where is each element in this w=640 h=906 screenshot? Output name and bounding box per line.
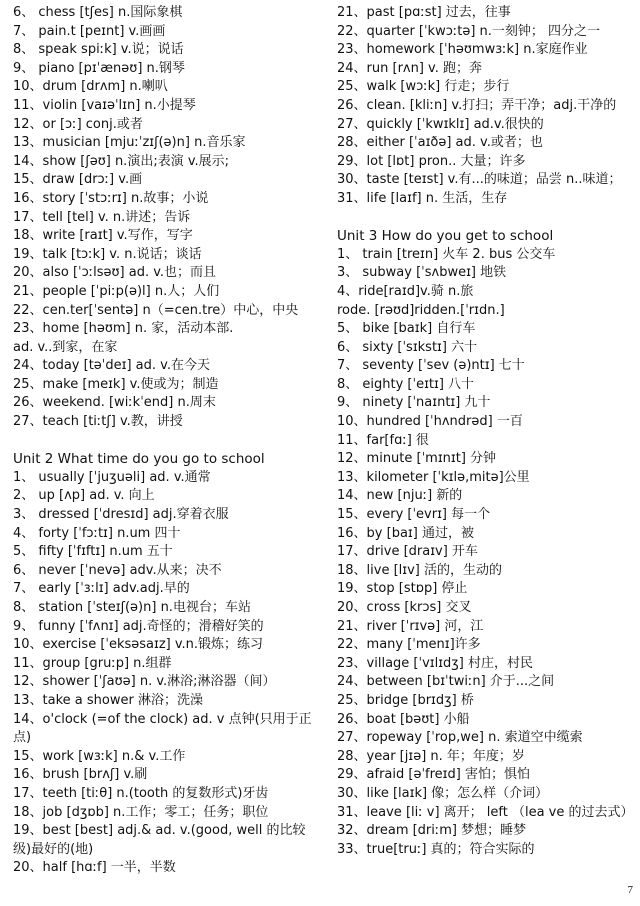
vocab-entry: 3、 subway [ˈsʌbweɪ] 地铁	[337, 265, 507, 281]
vocab-entry: 21、river [ˈrɪvə] 河，江	[337, 618, 484, 634]
vocab-entry: 12、or [ɔː] conj.或者	[13, 116, 143, 132]
vocab-entry: 级)最好的(地)	[13, 841, 94, 857]
vocab-entry: 25、make [meɪk] v.使或为；制造	[13, 376, 219, 392]
vocab-entry: 1、 usually [ˈjuʒuəli] ad. v.通常	[13, 469, 211, 485]
vocab-entry: 20、half [hɑːf] 一半，半数	[13, 860, 176, 876]
vocab-entry: 27、teach [tiːtʃ] v.教，讲授	[13, 414, 183, 430]
right-column	[337, 4, 633, 859]
vocab-entry: 32、dream [driːm] 梦想；睡梦	[337, 823, 527, 839]
vocab-entry: 10、drum [drʌm] n.喇叭	[13, 79, 168, 95]
vocab-entry: 23、homework [ˈhəʊmwɜːk] n.家庭作业	[337, 42, 588, 58]
vocab-entry: 11、group [gruːp] n.组群	[13, 655, 172, 671]
vocab-entry: 29、lot [lɒt] pron.. 大量；许多	[337, 153, 526, 169]
vocab-entry: 14、new [njuː] 新的	[337, 488, 463, 504]
vocab-entry: 5、 bike [baɪk] 自行车	[337, 321, 476, 337]
vocab-entry: 6、 chess [tʃes] n.国际象棋	[13, 5, 183, 20]
vocab-entry: 11、far[fɑː] 很	[337, 432, 429, 448]
vocab-entry: 19、best [best] adj.& ad. v.(good, well 的比较	[13, 823, 306, 839]
vocab-entry: rode. [rəʊd]ridden.[ˈrɪdn.]	[337, 302, 505, 318]
vocab-entry: 31、leave [liː v] 离开； left （lea ve 的过去式）	[337, 804, 633, 820]
vocab-entry: 24、run [rʌn] v. 跑；奔	[337, 60, 482, 76]
vocab-entry: 4、 forty [ˈfɔːtɪ] n.um 四十	[13, 525, 181, 541]
vocab-entry: 18、write [raɪt] v.写作，写字	[13, 228, 193, 244]
vocab-entry: 13、kilometer [ˈkɪlə,mitə]公里	[337, 469, 530, 485]
vocab-entry: 5、 fifty [ˈfɪftɪ] n.um 五十	[13, 544, 173, 560]
vocab-entry: 22、cen.ter[ˈsentə] n（=cen.tre）中心，中央	[13, 302, 299, 318]
vocab-entry: 7、 pain.t [peɪnt] v.画画	[13, 23, 166, 39]
vocab-entry: 4、ride[raɪd]v.骑 n.旅	[337, 283, 474, 299]
left-column	[13, 4, 318, 878]
vocab-entry: 23、home [həʊm] n. 家，活动本部.	[13, 321, 234, 337]
vocab-entry: 22、many [ˈmenɪ]许多	[337, 637, 481, 653]
vocab-entry: 12、minute [ˈmɪnɪt] 分钟	[337, 451, 497, 467]
vocab-entry: 28、year [jɪə] n. 年；年度；岁	[337, 748, 525, 764]
vocab-entry: 6、 never [ˈnevə] adv.从来；决不	[13, 562, 222, 578]
vocab-entry: 9、 ninety [ˈnaɪntɪ] 九十	[337, 395, 491, 411]
vocab-entry: 6、 sixty [ˈsɪkstɪ] 六十	[337, 339, 478, 355]
vocab-entry: 7、 seventy [ˈsev (ə)ntɪ] 七十	[337, 358, 525, 374]
vocab-entry: 9、 funny [ˈfʌnɪ] adj.奇怪的；滑稽好笑的	[13, 618, 264, 634]
vocab-entry: 12、shower [ˈʃaʊə] n. v.淋浴;淋浴器（间）	[13, 674, 276, 690]
vocab-entry: 3、 dressed [ˈdresɪd] adj.穿着衣服	[13, 507, 229, 523]
vocab-entry: 点)	[13, 730, 32, 746]
vocab-entry: 24、between [bɪˈtwiːn] 介于...之间	[337, 674, 555, 690]
vocab-entry: 30、taste [teɪst] v.有...的味道；品尝 n..味道；	[337, 172, 622, 188]
vocab-entry: 8、 speak spiːk] v.说；说话	[13, 42, 184, 58]
vocab-entry: 13、musician [mjuːˈzɪʃ(ə)n] n.音乐家	[13, 135, 246, 151]
vocab-entry: 28、either [ˈaɪðə] ad. v.或者；也	[337, 135, 543, 151]
page-number: 7	[627, 884, 633, 896]
vocab-entry: 13、take a shower 淋浴；洗澡	[13, 692, 203, 708]
vocab-entry: 16、by [baɪ] 通过，被	[337, 525, 474, 541]
vocab-entry: 8、 station [ˈsteɪʃ(ə)n] n.电视台；车站	[13, 600, 251, 615]
vocab-entry: 14、o'clock (=of the clock) ad. v 点钟(只用于正	[13, 711, 312, 727]
vocab-entry: 11、violin [vaɪəˈlɪn] n.小提琴	[13, 97, 196, 113]
vocab-entry: 17、teeth [tiːθ] n.(tooth 的复数形式)牙齿	[13, 785, 269, 801]
vocab-entry: 14、show [ʃəʊ] n.演出;表演 v.展示;	[13, 153, 230, 169]
vocab-entry: 15、every [ˈevrɪ] 每一个	[337, 507, 491, 523]
vocab-entry: 16、brush [brʌʃ] v.刷	[13, 767, 148, 783]
vocab-entry: 29、afraid [əˈfreɪd] 害怕；惧怕	[337, 767, 530, 783]
vocab-entry: 33、true[truː] 真的；符合实际的	[337, 841, 535, 857]
vocab-entry: 20、cross [krɔs] 交叉	[337, 600, 472, 615]
unit-heading: Unit 2 What time do you go to school	[13, 451, 265, 468]
vocab-entry: 1、 train [treɪn] 火车 2. bus 公交车	[337, 246, 556, 262]
vocab-entry: 15、work [wɜːk] n.& v.工作	[13, 748, 186, 764]
vocab-entry: 26、weekend. [wiːkˈend] n.周末	[13, 395, 216, 411]
vocab-entry: 21、past [pɑːst] 过去，往事	[337, 5, 511, 20]
vocab-entry: 27、quickly [ˈkwɪklɪ] ad.v.很快的	[337, 116, 544, 132]
vocab-entry: 15、draw [drɔː] v.画	[13, 172, 143, 188]
vocab-entry: 17、tell [tel] v. n.讲述；告诉	[13, 209, 191, 225]
vocab-entry: 23、village [ˈvɪlɪdʒ] 村庄，村民	[337, 655, 533, 671]
unit-heading: Unit 3 How do you get to school	[337, 228, 554, 245]
vocab-entry: 31、life [laɪf] n. 生活，生存	[337, 190, 508, 206]
vocab-entry: 24、today [təˈdeɪ] ad. v.在今天	[13, 358, 210, 374]
blank-line	[13, 432, 318, 451]
vocab-entry: ad. v..到家，在家	[13, 339, 118, 355]
vocab-entry: 26、clean. [kliːn] v.打扫；弄干净；adj.干净的	[337, 97, 617, 113]
vocab-entry: 2、 up [ʌp] ad. v. 向上	[13, 488, 155, 504]
vocab-entry: 19、talk [tɔːk] v. n.说话；谈话	[13, 246, 202, 262]
vocab-entry: 10、exercise [ˈeksəsaɪz] v.n.锻炼；练习	[13, 637, 264, 653]
vocab-entry: 8、 eighty [ˈeɪtɪ] 八十	[337, 376, 475, 392]
vocab-entry: 20、also [ˈɔːlsəʊ] ad. v.也；而且	[13, 265, 217, 281]
vocab-entry: 25、bridge [brɪdʒ] 桥	[337, 692, 474, 708]
vocab-entry: 22、quarter [ˈkwɔːtə] n.一刻钟； 四分之一	[337, 23, 601, 39]
vocab-entry: 9、 piano [pɪˈænəʊ] n.钢琴	[13, 60, 185, 76]
blank-line	[337, 209, 633, 228]
vocab-entry: 30、like [laɪk] 像；怎么样（介词）	[337, 785, 549, 801]
vocab-entry: 16、story [ˈstɔːrɪ] n.故事；小说	[13, 190, 209, 206]
vocab-entry: 10、hundred [ˈhʌndrəd] 一百	[337, 414, 523, 430]
vocab-entry: 21、people [ˈpiːp(ə)l] n.人；人们	[13, 283, 220, 299]
vocab-entry: 26、boat [bəʊt] 小船	[337, 711, 470, 727]
vocab-entry: 27、ropeway [ˈrop,we] n. 索道空中缆索	[337, 730, 583, 746]
vocab-entry: 19、stop [stɒp] 停止	[337, 581, 468, 597]
vocab-entry: 7、 early [ˈɜːlɪ] adv.adj.早的	[13, 581, 190, 597]
vocab-entry: 17、drive [draɪv] 开车	[337, 544, 478, 560]
vocab-entry: 25、walk [wɔːk] 行走；步行	[337, 79, 510, 95]
vocab-entry: 18、live [lɪv] 活的，生动的	[337, 562, 503, 578]
vocab-entry: 18、job [dʒɒb] n.工作；零工；任务；职位	[13, 804, 269, 820]
